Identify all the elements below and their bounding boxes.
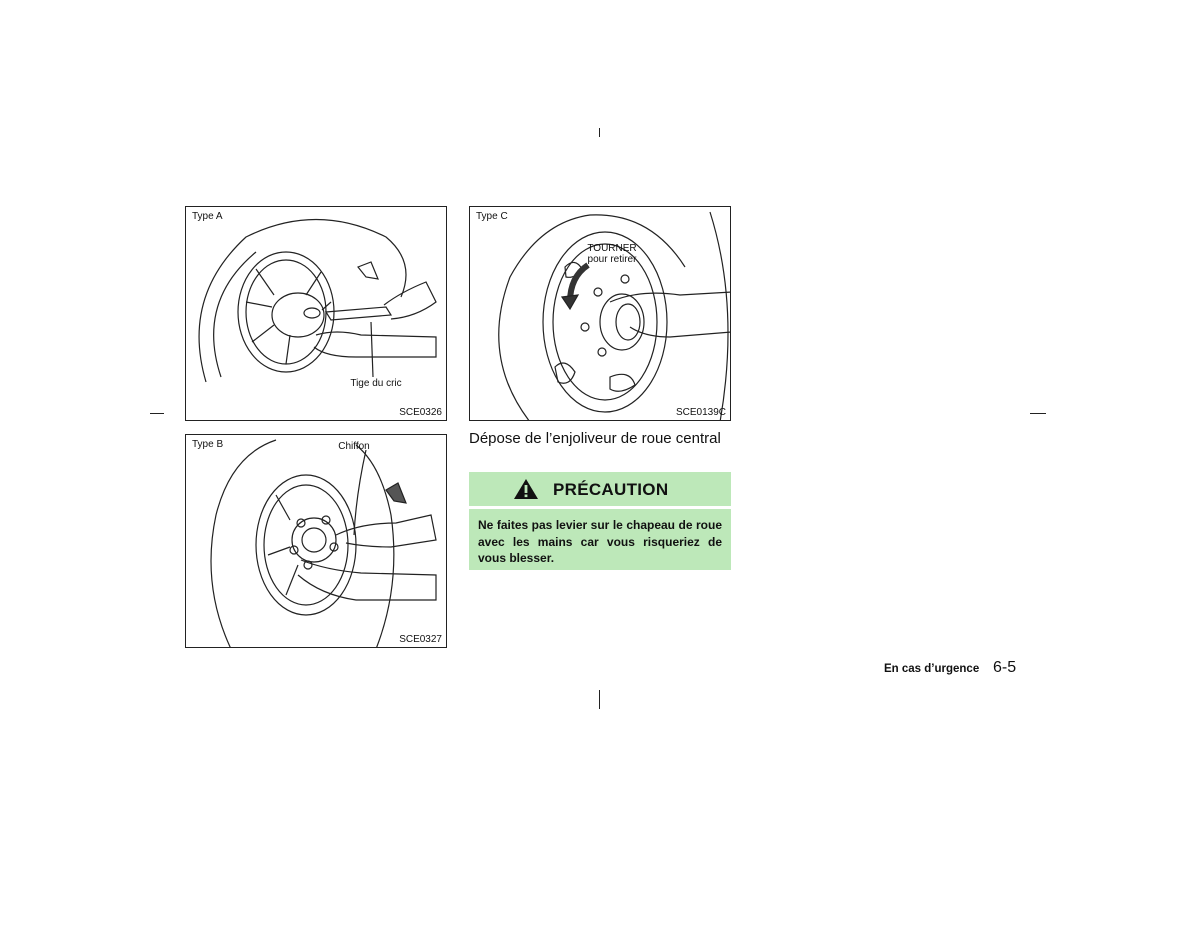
wheel-illustration-a (186, 207, 447, 421)
wheel-illustration-c (470, 207, 731, 421)
figure-code: SCE0139C (675, 407, 726, 418)
footer-section-title: En cas d’urgence (884, 663, 980, 675)
crop-mark-left (150, 413, 164, 414)
warning-triangle-icon (513, 478, 539, 500)
figure-type-label: Type C (476, 211, 508, 222)
caution-title: PRÉCAUTION (553, 480, 669, 499)
figure-type-label: Type A (192, 211, 223, 222)
crop-mark-bottom (599, 690, 600, 709)
callout-turn-to-remove (580, 243, 644, 265)
crop-mark-top (599, 128, 600, 137)
figure-type-b (185, 434, 447, 648)
callout-line-2: pour retirer (587, 254, 637, 265)
page-number: 6-5 (993, 659, 1017, 676)
figure-type-a (185, 206, 447, 421)
callout-cloth: Chiffon (338, 441, 370, 452)
caution-header (469, 472, 731, 506)
figure-code: SCE0326 (399, 407, 442, 418)
section-heading: Dépose de l’enjoliveur de roue central (469, 430, 721, 447)
crop-mark-right (1030, 413, 1046, 414)
callout-line-1: TOURNER (587, 243, 637, 254)
wheel-illustration-b (186, 435, 447, 648)
figure-type-c (469, 206, 731, 421)
figure-type-label: Type B (192, 439, 224, 450)
figure-code: SCE0327 (399, 634, 442, 645)
callout-jack-rod: Tige du cric (350, 378, 402, 389)
caution-body: Ne faites pas levier sur le chapeau de roue avec les mains car vous risqueriez de vous blesser. (469, 509, 731, 570)
